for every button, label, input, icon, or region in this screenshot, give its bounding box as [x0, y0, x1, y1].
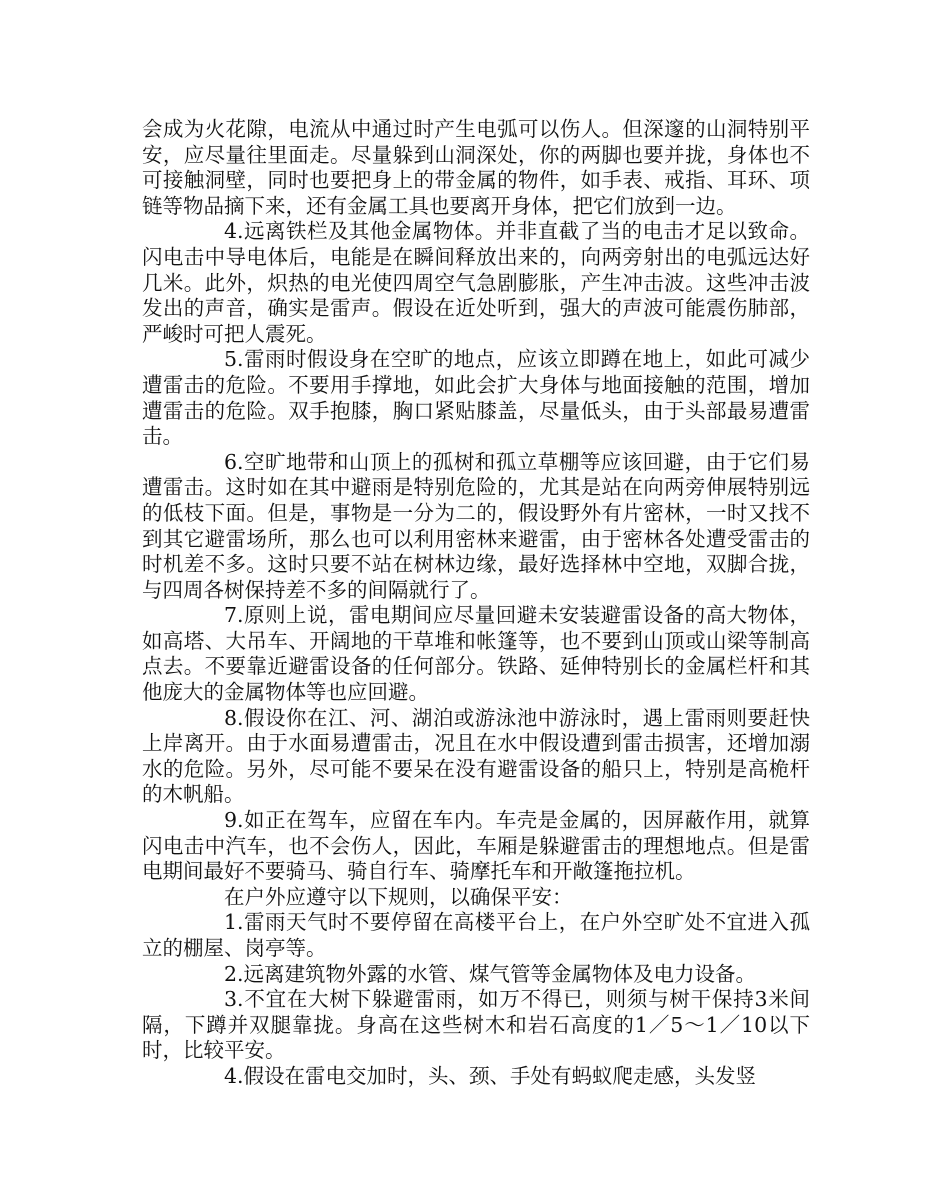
paragraph-rule-2-pipes: 2.远离建筑物外露的水管、煤气管等金属物体及电力设备。: [224, 961, 757, 986]
paragraph-cave-continuation: 会成为火花隙，电流从中通过时产生电弧可以伤人。但深邃的山洞特别平安，应尽量往里面走。尽量躲到山洞深处，你的两脚也要并拢，身体也不可接触洞壁，同时也要把身上的带金属的物件，如手表、戒指、耳环、项链等物品摘下来，还有金属工具也要离开身体，把它们放到一边。: [142, 117, 810, 218]
paragraph-item-8-swimming: 8.假设你在江、河、湖泊或游泳池中游泳时，遇上雷雨则要赶快上岸离开。由于水面易遭雷击，况且在水中假设遭到雷击损害，还增加溺水的危险。另外，尽可能不要呆在没有避雷设备的船只上，特别是高桅杆的木帆船。: [142, 705, 810, 807]
paragraph-rule-4-tingling: 4.假设在雷电交加时，头、颈、手处有蚂蚁爬走感，头发竖: [224, 1063, 757, 1088]
paragraph-item-5-open-ground: 5.雷雨时假设身在空旷的地点，应该立即蹲在地上，如此可减少遭雷击的危险。不要用手撑地，如此会扩大身体与地面接触的范围，增加遭雷击的危险。双手抱膝，胸口紧贴膝盖，尽量低头，由于头部最易遭雷击。: [142, 347, 810, 449]
paragraph-rule-3-big-trees: 3.不宜在大树下躲避雷雨，如万不得已，则须与树干保持3米间隔，下蹲并双腿靠拢。身高在这些树木和岩石高度的1／5～1／10以下时，比较平安。: [142, 987, 810, 1063]
document-body: [142, 117, 810, 1090]
paragraph-item-9-driving: 9.如正在驾车，应留在车内。车壳是金属的，因屏蔽作用，就算闪电击中汽车，也不会伤人，因此，车厢是躲避雷击的理想地点。但是雷电期间最好不要骑马、骑自行车、骑摩托车和开敞篷拖拉机。: [142, 808, 810, 884]
paragraph-outdoor-rules-intro: 在户外应遵守以下规则，以确保平安：: [224, 884, 573, 909]
paragraph-rule-1-rooftop: 1.雷雨天气时不要停留在高楼平台上，在户外空旷处不宜进入孤立的棚屋、岗亭等。: [142, 910, 810, 960]
paragraph-item-4-metal-fence: 4.远离铁栏及其他金属物体。并非直截了当的电击才足以致命。闪电击中导电体后，电能是在瞬间释放出来的，向两旁射出的电弧远达好几米。此外，炽热的电光使四周空气急剧膨胀，产生冲击波。这些冲击波发出的声音，确实是雷声。假设在近处听到，强大的声波可能震伤肺部，严峻时可把人震死。: [142, 219, 810, 346]
paragraph-item-6-isolated-trees: 6.空旷地带和山顶上的孤树和孤立草棚等应该回避，由于它们易遭雷击。这时如在其中避雨是特别危险的，尤其是站在向两旁伸展特别远的低枝下面。但是，事物是一分为二的，假设野外有片密林，一时又找不到其它避雷场所，那么也可以利用密林来避雷，由于密林各处遭受雷击的时机差不多。这时只要不站在树林边缘，最好选择林中空地，双脚合拢，与四周各树保持差不多的间隔就行了。: [142, 449, 810, 602]
paragraph-item-7-tall-objects: 7.原则上说，雷电期间应尽量回避未安装避雷设备的高大物体，如高塔、大吊车、开阔地的干草堆和帐篷等，也不要到山顶或山梁等制高点去。不要靠近避雷设备的任何部分。铁路、延伸特别长的金属栏杆和其他庞大的金属物体等也应回避。: [142, 603, 810, 705]
